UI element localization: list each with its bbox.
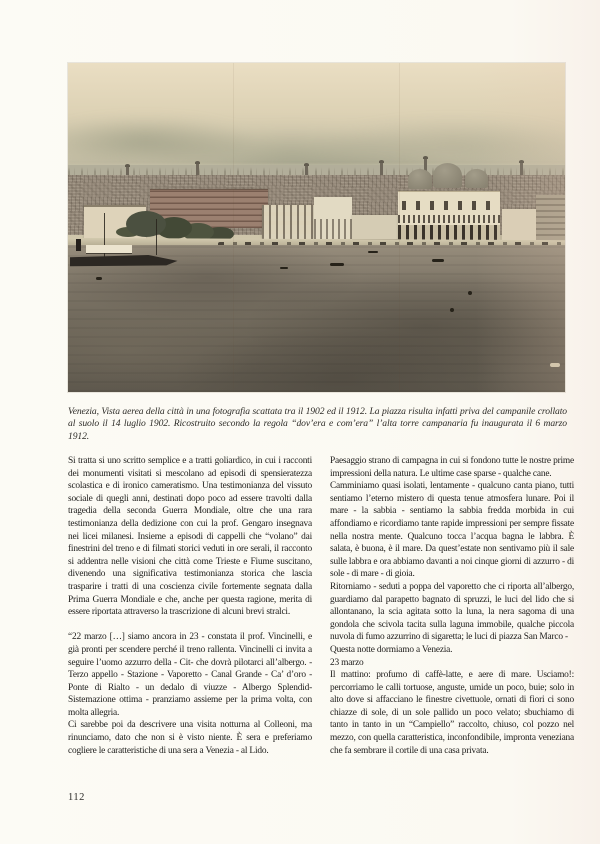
diary-date-line: 23 marzo [330, 657, 364, 668]
palace-window-row [402, 201, 496, 210]
gondola [432, 259, 444, 262]
photo-stitch-seam [233, 63, 234, 392]
body-paragraph: Si tratta si uno scritto semplice e a tratti goliardico, in cui i racconti dei monumenti visitati si mescolano ad episodi di spensieratezza scolastica e di ironico cameratismo. Una testimonianza del vissuto sociale di quegli anni, destinati dopo poco ad essere travolti dalla tragedia della seconda Guerra Mondiale, oltre che una rara testimonianza della dedizione con cui la prof. Gengaro insegnava nei licei milanesi. Insieme a episodi di cappelli che “volano” dai finestrini del treno e di filmati storici veduti in ore serali, il racconto si addentra nelle visioni che città come Trieste e Fiume suscitano, divenendo una significativa testimonianza storica che lascia trasparire i tratti di una coscienza civile fortemente segnata dalla Prima Guerra Mondiale e che, anche per questa ragione, merita di essere riportata attraverso la trascrizione di alcuni brevi stralci. [68, 456, 312, 618]
palace-loggia [398, 215, 500, 223]
marciana-library [314, 197, 352, 239]
left-column [68, 455, 312, 757]
photo-stitch-seam [399, 63, 400, 392]
mooring-pole [450, 308, 454, 312]
diary-paragraph: Paesaggio strano di campagna in cui si fondono tutte le nostre prime impressioni della natura. Le ultime case sparse - qualche cane. [330, 456, 574, 479]
gondola [280, 267, 288, 269]
diary-paragraph: Ci sarebbe poi da descrivere una visita notturna al Colleoni, ma rinunciamo, dato che non si è visto niente. È sera e preferiamo cogliere le caratteristiche di una sera a Venezia - al Lido. [68, 720, 312, 756]
venice-aerial-photo [68, 63, 565, 392]
steamship-silhouette [70, 213, 190, 275]
library-upper-wall [314, 197, 352, 219]
diary-paragraph: Camminiamo quasi isolati, lentamente - qualcuno canta piano, tutti sentiamo l’eterno mistero di questa tenue atmosfera lunare. Poi il mare - la sabbia - sentiamo la sabbia fredda morbida in cui affondiamo e ricordiamo tante rapide impressioni per sempre fissate nella nostra mente. Qualcuno tocca l’acqua bagna le labbra. È salata, è buona, è il mare. Da quest’estate non sentivamo più il sale sulle labbra e ora abbiamo davanti a noi cinque giorni di azzurro - di sole - di mare - di gioia. [330, 481, 574, 580]
mooring-pole [468, 291, 472, 295]
zecca-building [262, 205, 314, 239]
ship-mast [156, 219, 157, 255]
diary-paragraph: Il mattino: profumo di caffè-latte, e aere di mare. Usciamo!: percorriamo le calli tortuose, anguste, umide un poco, buie; solo in alto dove si affacciano le finestre civettuole, ornati di fiori ci sono chiazze di sole, di un sole pallido un poco velato; sbuchiamo di tanto in tanto in un “Campiello” raccolto, chiuso, col pozzo nel mezzo, con quella caratteristica, inconfondibile, impronta veneziana che fa sembrare il cortile di una casa privata. [330, 670, 574, 756]
doges-palace [398, 191, 500, 243]
right-column [330, 455, 574, 757]
diary-paragraph: “22 marzo […] siamo ancora in 23 - constata il prof. Vincinelli, e già pronti per scendere perché il treno rallenta. Vincinelli ci invita a seguire l’uomo azzurro della - Cit- che dovrà pilotarci all’albergo. - Terzo appello - Stazione - Vaporetto - Canal Grande - Ca’ d’oro - Ponte di Rialto - un dedalo di viuzze - Albergo Splendid- Sistemazione ottima - pranziamo assieme per la prima volta, con molta allegria. [68, 632, 312, 718]
gondola [368, 251, 378, 253]
riva-buildings [536, 195, 565, 242]
st-marks-dome [465, 169, 488, 188]
diary-paragraph: Ritorniamo - seduti a poppa del vaporetto che ci riporta all’albergo, guardiamo dal parapetto bagnato di spruzzi, le luci del lido che si allontanano, la scia agitata sotto la luna, la nera sagoma di una gondola che scivola tacita sulla laguna immobile, qualche piccola nuvola di fumo azzurrino di sigaretta; le luci di piazza San Marco - [330, 581, 574, 643]
photo-caption: Venezia, Vista aerea della città in una fotografia scattata tra il 1902 ed il 1912. La piazza risulta infatti priva del campanile crollato al suolo il 14 luglio 1902. Ricostruito secondo la regola “dov’era e com’era” l’alta torre campanaria fu inaugurata il 6 marzo 1912. [68, 406, 567, 442]
small-boat [96, 277, 102, 280]
ship-deckhouse [86, 245, 132, 253]
diary-paragraph: Questa notte dormiamo a Venezia. [330, 644, 453, 655]
st-marks-dome [433, 163, 462, 188]
body-text [68, 455, 574, 757]
page-number: 112 [68, 792, 85, 803]
ship-hull [70, 251, 182, 269]
small-boat [550, 363, 560, 367]
ship-funnel [76, 239, 81, 251]
st-marks-dome [408, 169, 432, 189]
gondola [330, 263, 344, 266]
